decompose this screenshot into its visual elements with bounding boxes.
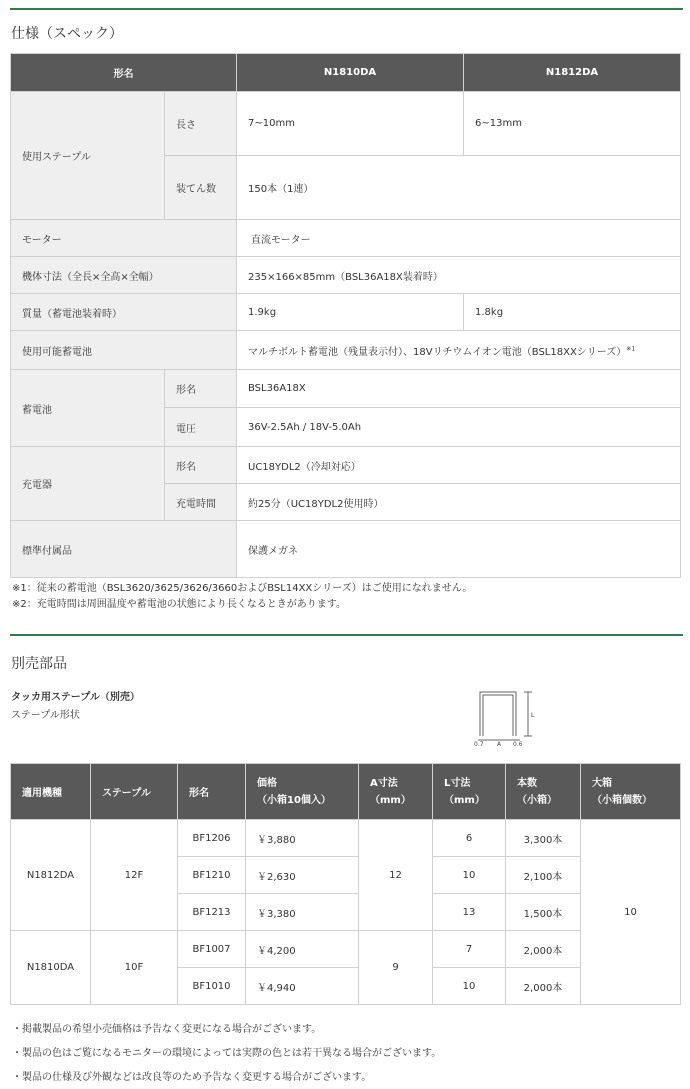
row-price: ￥4,200 (246, 931, 359, 968)
row-l-size: 7 (433, 931, 506, 968)
battery-usable-note: ※1 (626, 345, 636, 353)
list-item: ・製品の仕様及び外観などは改良等のため予告なく変更する場合がございます。 (12, 1072, 372, 1083)
spec-table (10, 53, 681, 578)
parts-table (10, 763, 681, 1005)
staple-group-label: 使用ステープル (11, 92, 165, 220)
disclaimer-list (12, 1020, 441, 1089)
staple-shape-label: ステープル形状 (11, 710, 80, 721)
size-label: 機体寸法（全長×全高×全幅） (11, 257, 237, 294)
header-count: 本数 （小箱） (506, 764, 581, 820)
row-a-size: 9 (359, 931, 433, 1005)
header-a-size: A寸法 （mm） (359, 764, 433, 820)
accessory-label: 標準付属品 (11, 521, 237, 578)
row-l-size: 10 (433, 968, 506, 1005)
accessory-value: 保護メガネ (237, 521, 681, 578)
header-staple: ステープル (91, 764, 178, 820)
spec-title: 仕様（スペック） (11, 26, 123, 42)
staple-diagram (468, 684, 548, 748)
header-name: 形名 (178, 764, 246, 820)
row-price: ￥3,380 (246, 894, 359, 931)
row-count: 1,500本 (506, 894, 581, 931)
header-l-size: L寸法 （mm） (433, 764, 506, 820)
battery-group-label: 蓄電池 (11, 370, 165, 447)
battery-usable-value: マルチボルト蓄電池（残量表示付）、18Vリチウムイオン電池（BSL18XXシリーズ） (248, 346, 627, 358)
row-price: ￥3,880 (246, 820, 359, 857)
motor-value: 直流モーター (237, 220, 681, 257)
row-l-size: 10 (433, 857, 506, 894)
parts-subtitle: タッカ用ステープル（別売） (11, 692, 140, 703)
row-count: 2,000本 (506, 931, 581, 968)
size-value: 235×166×85mm（BSL36A18X装着時） (237, 257, 681, 294)
mass-n1812da: 1.8kg (464, 294, 681, 331)
spec-header-model: 形名 (11, 54, 237, 92)
length-n1810da: 7~10mm (237, 92, 464, 156)
diagram-label-l: L (531, 712, 535, 719)
charger-model-value: UC18YDL2（冷却対応） (237, 447, 681, 484)
big-box-value: 10 (581, 820, 681, 1005)
row-count: 2,100本 (506, 857, 581, 894)
spec-header-n1812da: N1812DA (464, 54, 681, 92)
charge-time-value: 約25分（UC18YDL2使用時） (237, 484, 681, 521)
length-label: 長さ (165, 92, 237, 156)
diagram-label-a: A (497, 741, 502, 748)
charge-time-label: 充電時間 (165, 484, 237, 521)
row-l-size: 13 (433, 894, 506, 931)
note-2: ※2：充電時間は周囲温度や蓄電池の状態により長くなるときがあります。 (12, 599, 346, 610)
list-item: ・製品の色はご覧になるモニターの環境によっては実際の色とは若干異なる場合がございます。 (12, 1048, 442, 1059)
battery-model-label: 形名 (165, 370, 237, 408)
row-price: ￥2,630 (246, 857, 359, 894)
row-count: 2,000本 (506, 968, 581, 1005)
voltage-label: 電圧 (165, 408, 237, 447)
row-name: BF1206 (178, 820, 246, 857)
row-model: N1812DA (11, 820, 91, 931)
mass-n1810da: 1.9kg (237, 294, 464, 331)
charger-model-label: 形名 (165, 447, 237, 484)
voltage-value: 36V-2.5Ah / 18V-5.0Ah (237, 408, 681, 447)
row-staple: 10F (91, 931, 178, 1005)
row-staple: 12F (91, 820, 178, 931)
mass-label: 質量（蓄電池装着時） (11, 294, 237, 331)
row-name: BF1210 (178, 857, 246, 894)
length-n1812da: 6~13mm (464, 92, 681, 156)
note-1: ※1：従来の蓄電池（BSL3620/3625/3626/3660およびBSL14XXシリーズ）はご使用になれません。 (12, 583, 473, 594)
row-count: 3,300本 (506, 820, 581, 857)
row-name: BF1007 (178, 931, 246, 968)
diagram-label-right: 0.6 (513, 741, 523, 748)
row-model: N1810DA (11, 931, 91, 1005)
capacity-label: 装てん数 (165, 156, 237, 220)
battery-usable-label: 使用可能蓄電池 (11, 331, 237, 370)
row-name: BF1010 (178, 968, 246, 1005)
diagram-label-left: 0.7 (474, 741, 484, 748)
battery-usable-cell (237, 331, 681, 370)
list-item: ・掲載製品の希望小売価格は予告なく変更になる場合がございます。 (12, 1024, 322, 1035)
section-divider (10, 634, 683, 636)
header-price: 価格 （小箱10個入） (246, 764, 359, 820)
spec-notes (12, 581, 472, 613)
table-row (11, 820, 681, 857)
row-l-size: 6 (433, 820, 506, 857)
row-price: ￥4,940 (246, 968, 359, 1005)
battery-model-value: BSL36A18X (237, 370, 681, 408)
row-name: BF1213 (178, 894, 246, 931)
parts-title: 別売部品 (11, 656, 67, 672)
charger-group-label: 充電器 (11, 447, 165, 521)
table-row (11, 931, 681, 968)
spec-header-n1810da: N1810DA (237, 54, 464, 92)
row-a-size: 12 (359, 820, 433, 931)
capacity-value: 150本（1連） (237, 156, 681, 220)
header-big-box: 大箱 （小箱個数） (581, 764, 681, 820)
header-model: 適用機種 (11, 764, 91, 820)
motor-label: モーター (11, 220, 237, 257)
section-divider (10, 8, 683, 10)
